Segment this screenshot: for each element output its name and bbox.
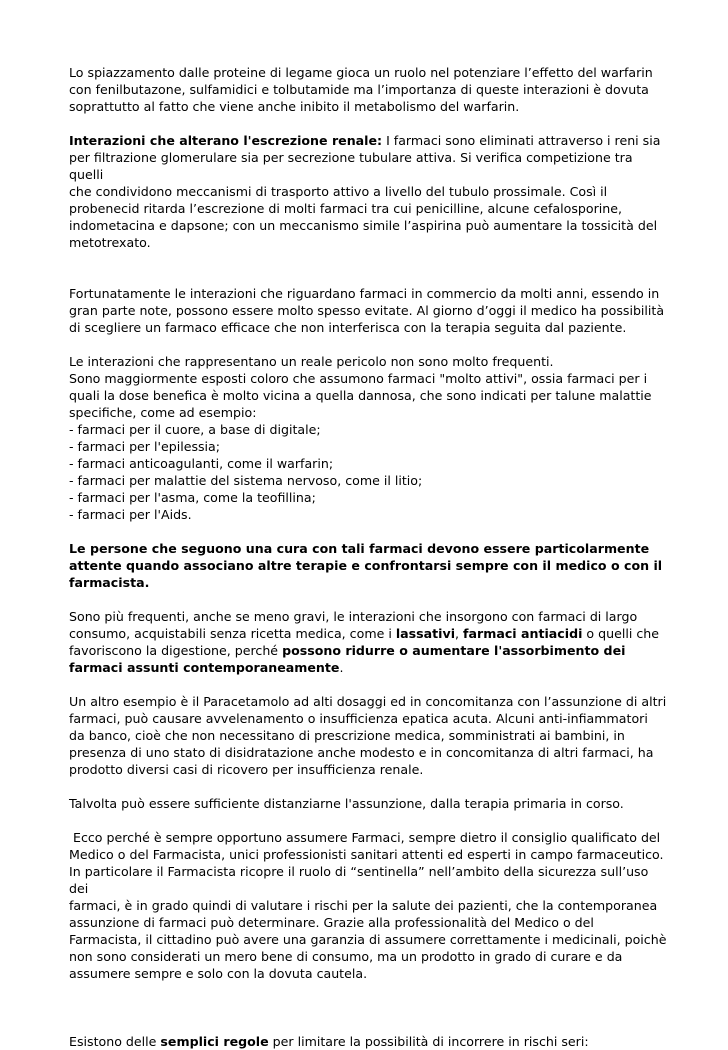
text-line: specifiche, come ad esempio:: [69, 405, 257, 420]
text-line: prodotto diversi casi di ricovero per insufficienza renale.: [69, 762, 424, 777]
text-line: favoriscono la digestione, perché possono ridurre o aumentare l'assorbimento dei: [69, 643, 626, 658]
paragraph-pharmacist-role: [69, 829, 669, 982]
text-line: gran parte note, possono essere molto spesso evitate. Al giorno d’oggi il medico ha possibilità: [69, 303, 665, 318]
text-line: con fenilbutazone, sulfamidici e tolbutamide ma l’importanza di queste interazioni è dovuta: [69, 82, 649, 97]
text-line: Esistono delle semplici regole per limitare la possibilità di incorrere in rischi seri:: [69, 1034, 589, 1049]
text-line: metotrexato.: [69, 235, 151, 250]
paragraph-high-risk-drugs: [69, 353, 669, 523]
text-line: Talvolta può essere sufficiente distanziarne l'assunzione, dalla terapia primaria in corso.: [69, 796, 624, 811]
text-line: Fortunatamente le interazioni che riguardano farmaci in commercio da molti anni, essendo in: [69, 286, 660, 301]
text-line: Le interazioni che rappresentano un reale pericolo non sono molto frequenti.: [69, 354, 554, 369]
paragraph-protein-binding: [69, 64, 669, 115]
paragraph-simple-rules: [69, 1033, 669, 1050]
list-item: - farmaci per il cuore, a base di digitale;: [69, 422, 321, 437]
text-line: che condividono meccanismi di trasporto attivo a livello del tubulo prossimale. Così il: [69, 184, 608, 199]
paragraph-warning: [69, 540, 669, 591]
text-line: assunzione di farmaci può determinare. Grazie alla professionalità del Medico o del: [69, 915, 594, 930]
text-line: da banco, cioè che non necessitano di prescrizione medica, somministrati ai bambini, in: [69, 728, 625, 743]
paragraph-renal-excretion: [69, 132, 669, 251]
paragraph-paracetamol: [69, 693, 669, 778]
list-item: - farmaci per l'epilessia;: [69, 439, 221, 454]
text-line: Le persone che seguono una cura con tali farmaci devono essere particolarmente: [69, 541, 650, 556]
text-line: farmaci, può causare avvelenamento o insufficienza epatica acuta. Alcuni anti-infiammatori: [69, 711, 648, 726]
list-item: - farmaci per l'Aids.: [69, 507, 192, 522]
text-line: Un altro esempio è il Paracetamolo ad alti dosaggi ed in concomitanza con l’assunzione di altri: [69, 694, 667, 709]
list-item: - farmaci anticoagulanti, come il warfarin;: [69, 456, 334, 471]
text-line: per filtrazione glomerulare sia per secrezione tubulare attiva. Si verifica competizione tra quelli: [69, 150, 633, 182]
text-line: Farmacista, il cittadino può avere una garanzia di assumere correttamente i medicinali, poichè: [69, 932, 667, 947]
text-line: presenza di uno stato di disidratazione anche modesto e in concomitanza di altri farmaci, ha: [69, 745, 654, 760]
text-line: Sono maggiormente esposti coloro che assumono farmaci "molto attivi", ossia farmaci per i: [69, 371, 648, 386]
text-line: Medico o del Farmacista, unici professionisti sanitari attenti ed esperti in campo farmaceutico.: [69, 847, 664, 862]
text-line: assumere sempre e solo con la dovuta cautela.: [69, 966, 368, 981]
list-item: - farmaci per malattie del sistema nervoso, come il litio;: [69, 473, 423, 488]
text-line: farmaci assunti contemporaneamente.: [69, 660, 344, 675]
document-page: [69, 64, 669, 1050]
text-line: di scegliere un farmaco efficace che non interferisca con la terapia seguita dal paziente.: [69, 320, 627, 335]
text-line: farmacista.: [69, 575, 150, 590]
text-line: soprattutto al fatto che viene anche inibito il metabolismo del warfarin.: [69, 99, 520, 114]
list-item: - farmaci per l'asma, come la teofillina;: [69, 490, 316, 505]
text-line: farmaci, è in grado quindi di valutare i rischi per la salute dei pazienti, che la contemporanea: [69, 898, 658, 913]
text-line: non sono considerati un mero bene di consumo, ma un prodotto in grado di curare e da: [69, 949, 623, 964]
text-line: probenecid ritarda l’escrezione di molti farmaci tra cui penicilline, alcune cefalosporine,: [69, 201, 623, 216]
text-line: attente quando associano altre terapie e confrontarsi sempre con il medico o con il: [69, 558, 663, 573]
text-line: Ecco perché è sempre opportuno assumere Farmaci, sempre dietro il consiglio qualificato del: [69, 830, 661, 845]
text-line: Lo spiazzamento dalle proteine di legame gioca un ruolo nel potenziare l’effetto del warfarin: [69, 65, 653, 80]
text-line: indometacina e dapsone; con un meccanismo simile l’aspirina può aumentare la tossicità del: [69, 218, 658, 233]
paragraph-spacing-intake: [69, 795, 669, 812]
text-line: Sono più frequenti, anche se meno gravi, le interazioni che insorgono con farmaci di largo: [69, 609, 638, 624]
paragraph-otc-drugs: [69, 608, 669, 676]
text-line: In particolare il Farmacista ricopre il ruolo di “sentinella” nell’ambito della sicurezza sull’uso dei: [69, 864, 649, 896]
section-heading: Interazioni che alterano l'escrezione renale:: [69, 133, 383, 148]
text-line: consumo, acquistabili senza ricetta medica, come i lassativi, farmaci antiacidi o quelli che: [69, 626, 660, 641]
paragraph-known-interactions: [69, 285, 669, 336]
text-line: quali la dose benefica è molto vicina a quella dannosa, che sono indicati per talune malattie: [69, 388, 652, 403]
text-line: Interazioni che alterano l'escrezione renale: I farmaci sono eliminati attraverso i reni sia: [69, 133, 661, 148]
